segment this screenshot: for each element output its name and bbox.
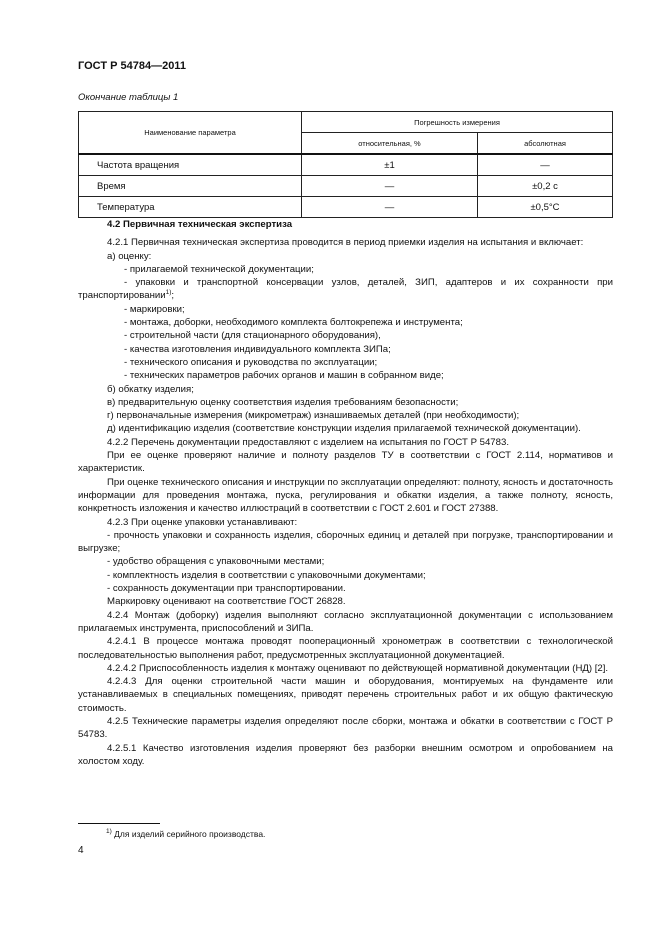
list-item: в) предварительную оценку соответствия изделия требованиям безопасности; bbox=[107, 396, 459, 408]
list-item: - маркировки; bbox=[124, 303, 185, 315]
row-name: Время bbox=[79, 176, 302, 197]
list-item bbox=[78, 276, 613, 303]
list-item: - прочность упаковки и сохранность изделия, сборочных единиц и деталей при погрузке, транспортировании и выгрузке; bbox=[78, 529, 613, 555]
document-body bbox=[78, 218, 613, 768]
list-item: - прилагаемой технической документации; bbox=[124, 263, 314, 275]
row-abs: ±0,2 с bbox=[478, 176, 613, 197]
table-row bbox=[79, 197, 613, 218]
col-rel-header: относительная, % bbox=[302, 133, 478, 155]
section-title: 4.2 Первичная техническая экспертиза bbox=[107, 219, 293, 230]
col-error-header: Погрешность измерения bbox=[302, 112, 613, 133]
footnote-separator bbox=[78, 823, 160, 824]
paragraph: 4.2.4.1 В процессе монтажа проводят пооперационный хронометраж в соответствии с технологической последовательностью выполнения работ, предусмотренных эксплуатационной документацией. bbox=[78, 636, 613, 661]
row-name: Частота вращения bbox=[79, 154, 302, 176]
col-abs-header: абсолютная bbox=[478, 133, 613, 155]
paragraph: При ее оценке проверяют наличие и полноту разделов ТУ в соответствии с ГОСТ 2.114, нормативов и характеристик. bbox=[78, 450, 613, 475]
table-row bbox=[79, 154, 613, 176]
row-abs: ±0,5°С bbox=[478, 197, 613, 218]
list-item: - сохранность документации при транспортировании. bbox=[107, 583, 346, 595]
list-item-text: - упаковки и транспортной консервации узлов, деталей, ЗИП, адаптеров и их сохранности при транспортировании bbox=[78, 277, 613, 302]
list-item: - удобство обращения с упаковочными местами; bbox=[107, 556, 325, 568]
list-item: а) оценку: bbox=[107, 250, 152, 262]
list-item: г) первоначальные измерения (микрометраж) изнашиваемых деталей (при необходимости); bbox=[107, 410, 520, 422]
footnote bbox=[106, 829, 265, 839]
document-header: ГОСТ Р 54784—2011 bbox=[78, 60, 186, 72]
paragraph: Маркировку оценивают на соответствие ГОСТ 26828. bbox=[107, 596, 346, 608]
list-item: - технических параметров рабочих органов и машин в собранном виде; bbox=[124, 370, 444, 382]
footnote-text: Для изделий серийного производства. bbox=[111, 829, 266, 839]
footnote-mark: 1) bbox=[106, 828, 112, 836]
paragraph: 4.2.1 Первичная техническая экспертиза проводится в период приемки изделия на испытания и включает: bbox=[107, 237, 584, 249]
list-item: - качества изготовления индивидуального комплекта ЗИПа; bbox=[124, 343, 391, 355]
paragraph: 4.2.4.2 Приспособленность изделия к монтажу оценивают по действующей нормативной документации (НД) [2]. bbox=[107, 662, 609, 674]
paragraph: 4.2.5 Технические параметры изделия определяют после сборки, монтажа и обкатки в соответствии с ГОСТ Р 54783. bbox=[78, 715, 613, 741]
list-item: б) обкатку изделия; bbox=[107, 383, 194, 395]
paragraph: 4.2.2 Перечень документации предоставляют с изделием на испытания по ГОСТ Р 54783. bbox=[107, 436, 509, 448]
list-item: - технического описания и руководства по эксплуатации; bbox=[124, 356, 378, 368]
col-param-header: Наименование параметра bbox=[79, 112, 302, 155]
list-item: д) идентификацию изделия (соответствие конструкции изделия прилагаемой технической документации). bbox=[107, 423, 581, 435]
list-item: - строительной части (для стационарного оборудования), bbox=[124, 330, 381, 342]
list-item-end: ; bbox=[171, 290, 175, 302]
table-caption: Окончание таблицы 1 bbox=[78, 92, 179, 103]
row-rel: — bbox=[302, 197, 478, 218]
paragraph: 4.2.4 Монтаж (доборку) изделия выполняют согласно эксплуатационной документации с использованием прилагаемых инструмента, приспособлений и ЗИПа. bbox=[78, 609, 613, 634]
page-number: 4 bbox=[78, 845, 84, 856]
paragraph: При оценке технического описания и инструкции по эксплуатации определяют: полноту, ясность и достаточность информации для проведения монтажа, пуска, регулирования и обкатки изделия, а также полноту, ясность, конкретность изложения и качество иллюстраций в соответствии с ГОСТ 2.601 и ГОСТ 27388. bbox=[78, 476, 613, 515]
row-name: Температура bbox=[79, 197, 302, 218]
table-row bbox=[79, 176, 613, 197]
paragraph: 4.2.3 При оценке упаковки устанавливают: bbox=[107, 516, 298, 528]
list-item: - комплектность изделия в соответствии с упаковочными документами; bbox=[107, 569, 426, 581]
row-rel: ±1 bbox=[302, 154, 478, 176]
row-rel: — bbox=[302, 176, 478, 197]
footnote-ref: 1) bbox=[165, 289, 172, 297]
row-abs: — bbox=[478, 154, 613, 176]
list-item: - монтажа, доборки, необходимого комплекта болтокрепежа и инструмента; bbox=[124, 317, 463, 329]
paragraph: 4.2.5.1 Качество изготовления изделия проверяют без разборки внешним осмотром и опробованием на холостом ходу. bbox=[78, 742, 613, 767]
parameters-table bbox=[78, 111, 613, 218]
paragraph: 4.2.4.3 Для оценки строительной части машин и оборудования, монтируемых на фундаменте или устанавливаемых в специальных помещениях, приводят перечень строительных работ и их общую фактическую стоимость. bbox=[78, 676, 613, 714]
